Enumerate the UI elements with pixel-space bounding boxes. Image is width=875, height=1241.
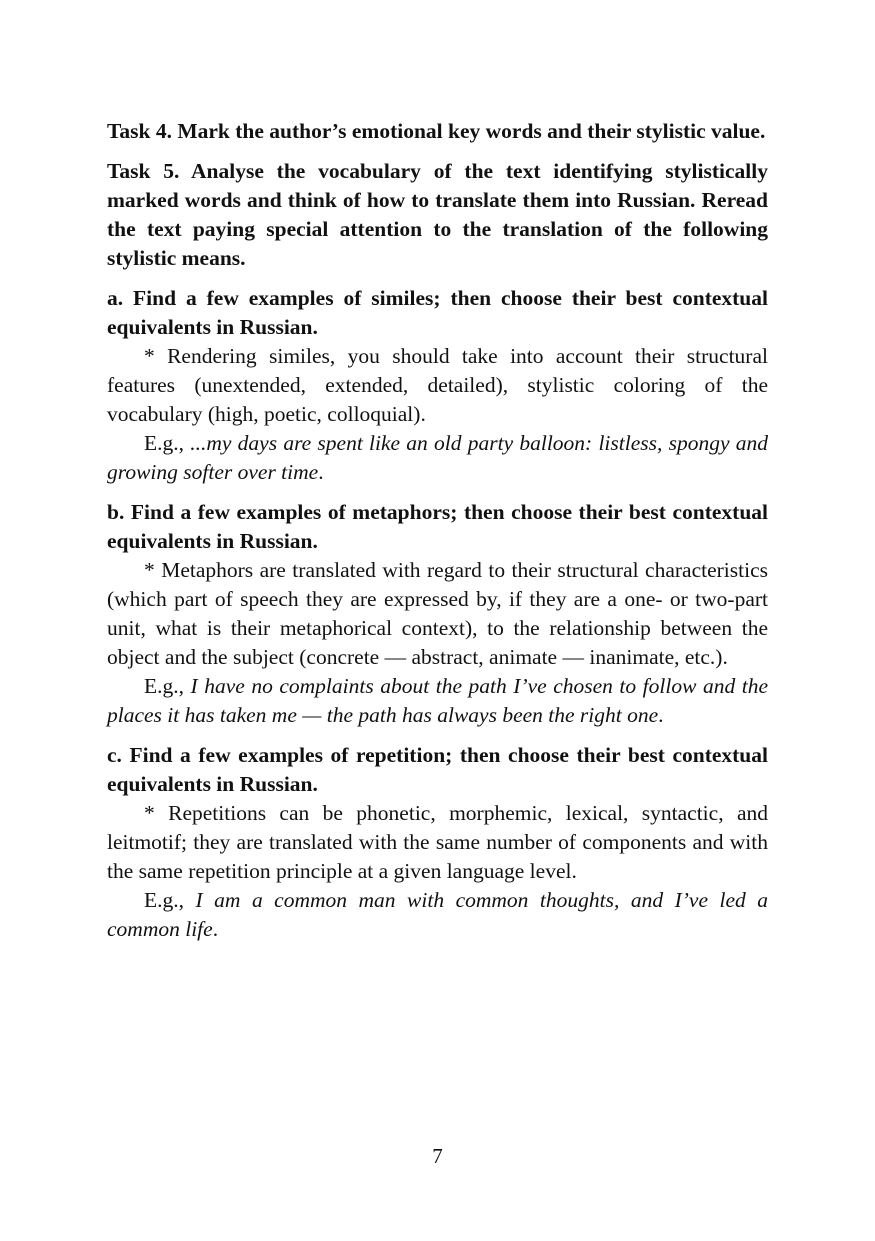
task-4-heading: Task 4. Mark the author’s emotional key words and their stylistic value. [107, 119, 766, 143]
repetition-example [107, 886, 768, 944]
metaphors-heading: b. Find a few examples of metaphors; then choose their best contextual equivalents in Russian. [107, 500, 768, 553]
example-quote: ...my days are spent like an old party balloon: listless, spongy and growing softer over time [107, 431, 768, 484]
example-prefix: E.g., [144, 674, 191, 698]
task-5-heading: Task 5. Analyse the vocabulary of the text identifying stylistically marked words and think of how to translate them into Russian. Reread the text paying special attention to the translation of the following stylistic means. [107, 159, 768, 270]
similes-note: * Rendering similes, you should take into account their structural features (unextended, extended, detailed), stylistic coloring of the vocabulary (high, poetic, colloquial). [107, 344, 768, 426]
page-content [107, 117, 768, 944]
example-quote: I am a common man with common thoughts, and I’ve led a common life [107, 888, 768, 941]
repetition-heading: c. Find a few examples of repetition; then choose their best contextual equivalents in Russian. [107, 743, 768, 796]
section-metaphors [107, 498, 768, 730]
page-number: 7 [432, 1144, 443, 1168]
section-similes [107, 284, 768, 487]
example-end: . [658, 703, 664, 727]
example-prefix: E.g., [144, 888, 196, 912]
example-prefix: E.g., [144, 431, 191, 455]
repetition-note: * Repetitions can be phonetic, morphemic, lexical, syntactic, and leitmotif; they are translated with the same number of components and with the same repetition principle at a given language level. [107, 801, 768, 883]
metaphors-example [107, 672, 768, 730]
similes-example [107, 429, 768, 487]
example-end: . [212, 917, 219, 941]
example-end: . [318, 460, 324, 484]
similes-heading: a. Find a few examples of similes; then choose their best contextual equivalents in Russian. [107, 286, 768, 339]
metaphors-note: * Metaphors are translated with regard to their structural characteristics (which part of speech they are expressed by, if they are a one- or two-part unit, what is their metaphorical context), to the relationship between the object and the subject (concrete — abstract, animate — inanimate, etc.). [107, 558, 768, 669]
section-repetition [107, 741, 768, 944]
example-quote: I have no complaints about the path I’ve chosen to follow and the places it has taken me — the path has always been the right one [107, 674, 769, 727]
